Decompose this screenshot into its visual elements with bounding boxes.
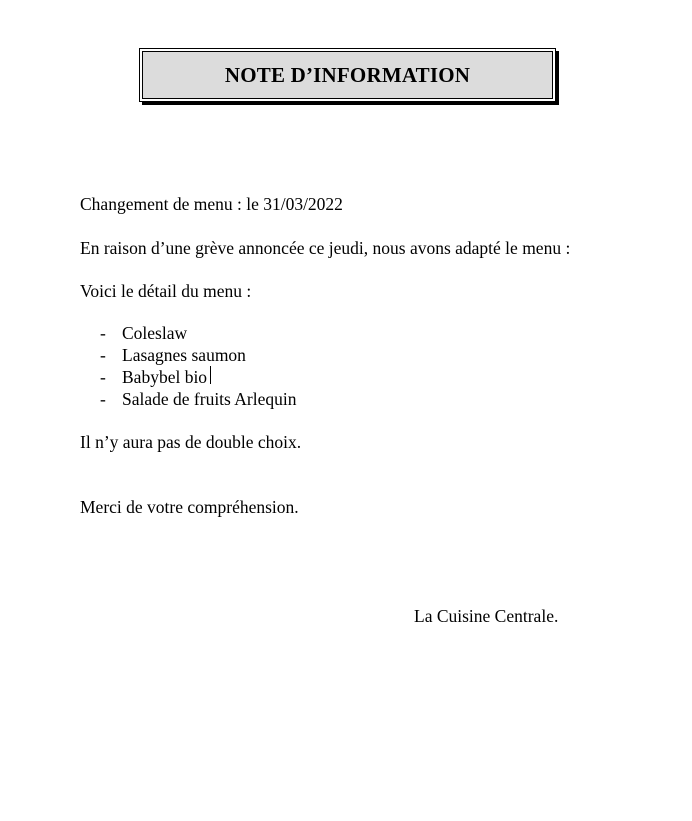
list-marker: - (100, 367, 106, 387)
text-cursor (210, 366, 211, 384)
menu-item-label: Babybel bio (122, 367, 208, 387)
list-marker: - (100, 323, 106, 343)
list-item (100, 322, 296, 344)
page-title: NOTE D’INFORMATION (224, 62, 471, 87)
detail-intro-line: Voici le détail du menu : (80, 281, 252, 301)
signature: La Cuisine Centrale. (414, 606, 559, 626)
list-item (100, 344, 296, 366)
menu-item-label: Salade de fruits Arlequin (122, 389, 297, 409)
menu-list (100, 322, 296, 410)
menu-item-label: Coleslaw (122, 323, 188, 343)
list-marker: - (100, 345, 106, 365)
reason-line: En raison d’une grève annoncée ce jeudi, nous avons adapté le menu : (80, 238, 571, 258)
title-inner (142, 51, 553, 99)
list-item (100, 388, 296, 410)
thanks-line: Merci de votre compréhension. (80, 497, 299, 517)
title-box (139, 48, 556, 102)
menu-item-label: Lasagnes saumon (122, 345, 246, 365)
no-double-choice-line: Il n’y aura pas de double choix. (80, 432, 302, 452)
list-item (100, 366, 296, 388)
list-marker: - (100, 389, 106, 409)
change-date-line: Changement de menu : le 31/03/2022 (80, 194, 343, 214)
